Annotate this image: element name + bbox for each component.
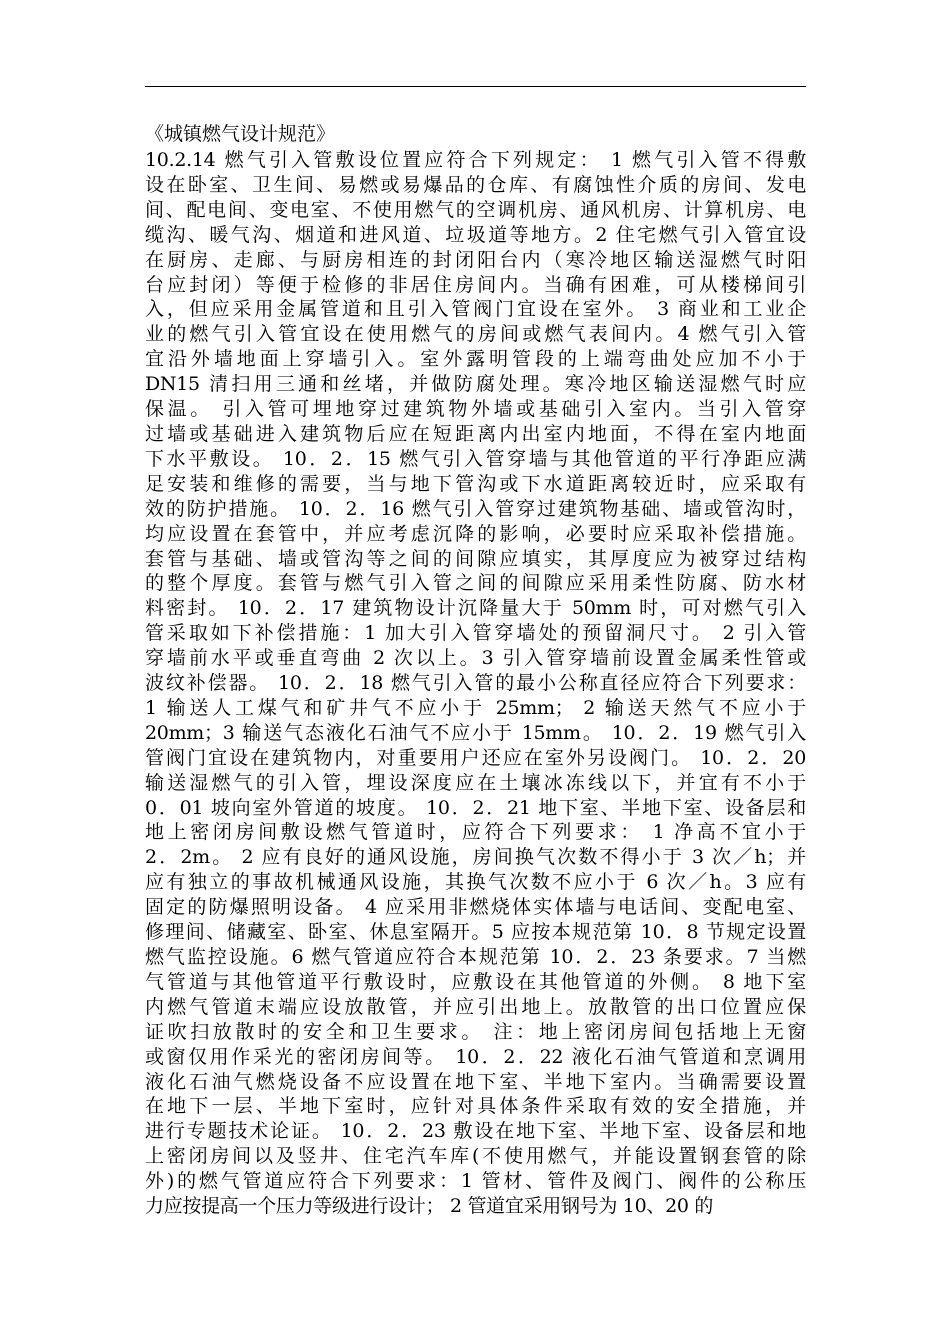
body-text-line: 气管道与其他管道平行敷设时，应敷设在其他管道的外侧。 8 地下室 bbox=[145, 970, 806, 993]
body-text-line: 缆沟、暖气沟、烟道和进风道、垃圾道等地方。2 住宅燃气引入管宜设 bbox=[145, 223, 806, 246]
body-text-line: 间、配电间、变电室、不使用燃气的空调机房、通风机房、计算机房、电 bbox=[145, 198, 806, 221]
body-text-line: 套管与基础、墙或管沟等之间的间隙应填实，其厚度应为被穿过结构 bbox=[145, 547, 806, 570]
body-text-line: 修理间、储藏室、卧室、休息室隔开。5 应按本规范第 10．8 节规定设置 bbox=[145, 921, 806, 944]
body-text-line: 输送湿燃气的引入管，埋设深度应在土壤冰冻线以下，并宜有不小于 bbox=[145, 771, 806, 794]
body-text-line: 燃气监控设施。6 燃气管道应符合本规范第 10．2．23 条要求。7 当燃 bbox=[145, 946, 806, 968]
body-text-line: 20mm；3 输送气态液化石油气不应小于 15mm。 10．2．19 燃气引入 bbox=[145, 721, 806, 744]
body-text-line: 应有独立的事故机械通风设施，其换气次数不应小于 6 次／h。3 应有 bbox=[145, 871, 806, 894]
document-title: 《城镇燃气设计规范》 bbox=[145, 123, 336, 145]
body-text-line: 内燃气管道末端应设放散管，并应引出地上。放散管的出口位置应保 bbox=[145, 995, 806, 1018]
body-text-line: 过墙或基础进入建筑物后应在短距离内出室内地面，不得在室内地面 bbox=[145, 422, 806, 445]
body-text-line: 下水平敷设。 10．2．15 燃气引入管穿墙与其他管道的平行净距应满 bbox=[145, 447, 806, 470]
body-text-line: 设在卧室、卫生间、易燃或易爆品的仓库、有腐蚀性介质的房间、发电 bbox=[145, 173, 806, 196]
body-text-line: 管阀门宜设在建筑物内，对重要用户还应在室外另设阀门。 10．2．20 bbox=[145, 746, 806, 769]
body-text-line: 足安装和维修的需要，当与地下管沟或下水道距离较近时，应采取有 bbox=[145, 472, 806, 495]
body-text-line: 液化石油气燃烧设备不应设置在地下室、半地下室内。当确需要设置 bbox=[145, 1070, 806, 1093]
body-text-line: 10.2.14 燃气引入管敷设位置应符合下列规定： 1 燃气引入管不得敷 bbox=[145, 149, 806, 171]
body-text-line: 料密封。 10．2．17 建筑物设计沉降量大于 50mm 时，可对燃气引入 bbox=[145, 597, 806, 620]
body-text-line: 保温。 引入管可埋地穿过建筑物外墙或基础引入室内。当引入管穿 bbox=[145, 398, 806, 421]
body-text-line: 的整个厚度。套管与燃气引入管之间的间隙应采用柔性防腐、防水材 bbox=[145, 572, 806, 595]
body-text-line: 2．2m。 2 应有良好的通风设施，房间换气次数不得小于 3 次／h；并 bbox=[145, 846, 806, 869]
body-text-line: 外)的燃气管道应符合下列要求：1 管材、管件及阀门、阀件的公称压 bbox=[145, 1170, 806, 1193]
body-text-line: 管采取如下补偿措施：1 加大引入管穿墙处的预留洞尺寸。 2 引入管 bbox=[145, 622, 806, 645]
body-text-line: 在地下一层、半地下室时，应针对具体条件采取有效的安全措施，并 bbox=[145, 1095, 806, 1118]
body-text-line: 上密闭房间以及竖井、住宅汽车库(不使用燃气，并能设置钢套管的除 bbox=[145, 1145, 806, 1168]
body-text-line: 1 输送人工煤气和矿井气不应小于 25mm； 2 输送天然气不应小于 bbox=[145, 696, 806, 719]
body-text-line: 0．01 坡向室外管道的坡度。 10．2．21 地下室、半地下室、设备层和 bbox=[145, 796, 806, 819]
document-body bbox=[145, 148, 806, 1219]
body-text-line: 效的防护措施。 10．2．16 燃气引入管穿过建筑物基础、墙或管沟时， bbox=[145, 497, 806, 520]
body-text-line: DN15 清扫用三通和丝堵，并做防腐处理。寒冷地区输送湿燃气时应 bbox=[145, 373, 806, 396]
body-text-line: 地上密闭房间敷设燃气管道时，应符合下列要求： 1 净高不宜小于 bbox=[145, 821, 806, 844]
header-rule bbox=[145, 86, 806, 87]
body-text-line: 均应设置在套管中，并应考虑沉降的影响，必要时应采取补偿措施。 bbox=[145, 522, 806, 545]
body-text-line: 证吹扫放散时的安全和卫生要求。 注：地上密闭房间包括地上无窗 bbox=[145, 1020, 806, 1043]
body-text-line: 进行专题技术论证。 10．2．23 敷设在地下室、半地下室、设备层和地 bbox=[145, 1120, 806, 1143]
body-text-line: 入，但应采用金属管道和且引入管阀门宜设在室外。 3 商业和工业企 bbox=[145, 298, 806, 321]
body-text-line: 或窗仅用作采光的密闭房间等。 10．2．22 液化石油气管道和烹调用 bbox=[145, 1045, 806, 1068]
body-text-line: 波纹补偿器。 10．2．18 燃气引入管的最小公称直径应符合下列要求： bbox=[145, 672, 806, 695]
body-text-line: 固定的防爆照明设备。 4 应采用非燃烧体实体墙与电话间、变配电室、 bbox=[145, 896, 806, 919]
body-text-line: 业的燃气引入管宜设在使用燃气的房间或燃气表间内。4 燃气引入管 bbox=[145, 323, 806, 346]
body-text-line: 在厨房、走廊、与厨房相连的封闭阳台内（寒冷地区输送湿燃气时阳 bbox=[145, 248, 806, 271]
body-text-line: 力应按提高一个压力等级进行设计； 2 管道宜采用钢号为 10、20 的 bbox=[145, 1195, 714, 1218]
body-text-line: 台应封闭）等便于检修的非居住房间内。当确有困难，可从楼梯间引 bbox=[145, 273, 806, 296]
body-text-line: 穿墙前水平或垂直弯曲 2 次以上。3 引入管穿墙前设置金属柔性管或 bbox=[145, 647, 806, 670]
body-text-line: 宜沿外墙地面上穿墙引入。室外露明管段的上端弯曲处应加不小于 bbox=[145, 348, 806, 371]
